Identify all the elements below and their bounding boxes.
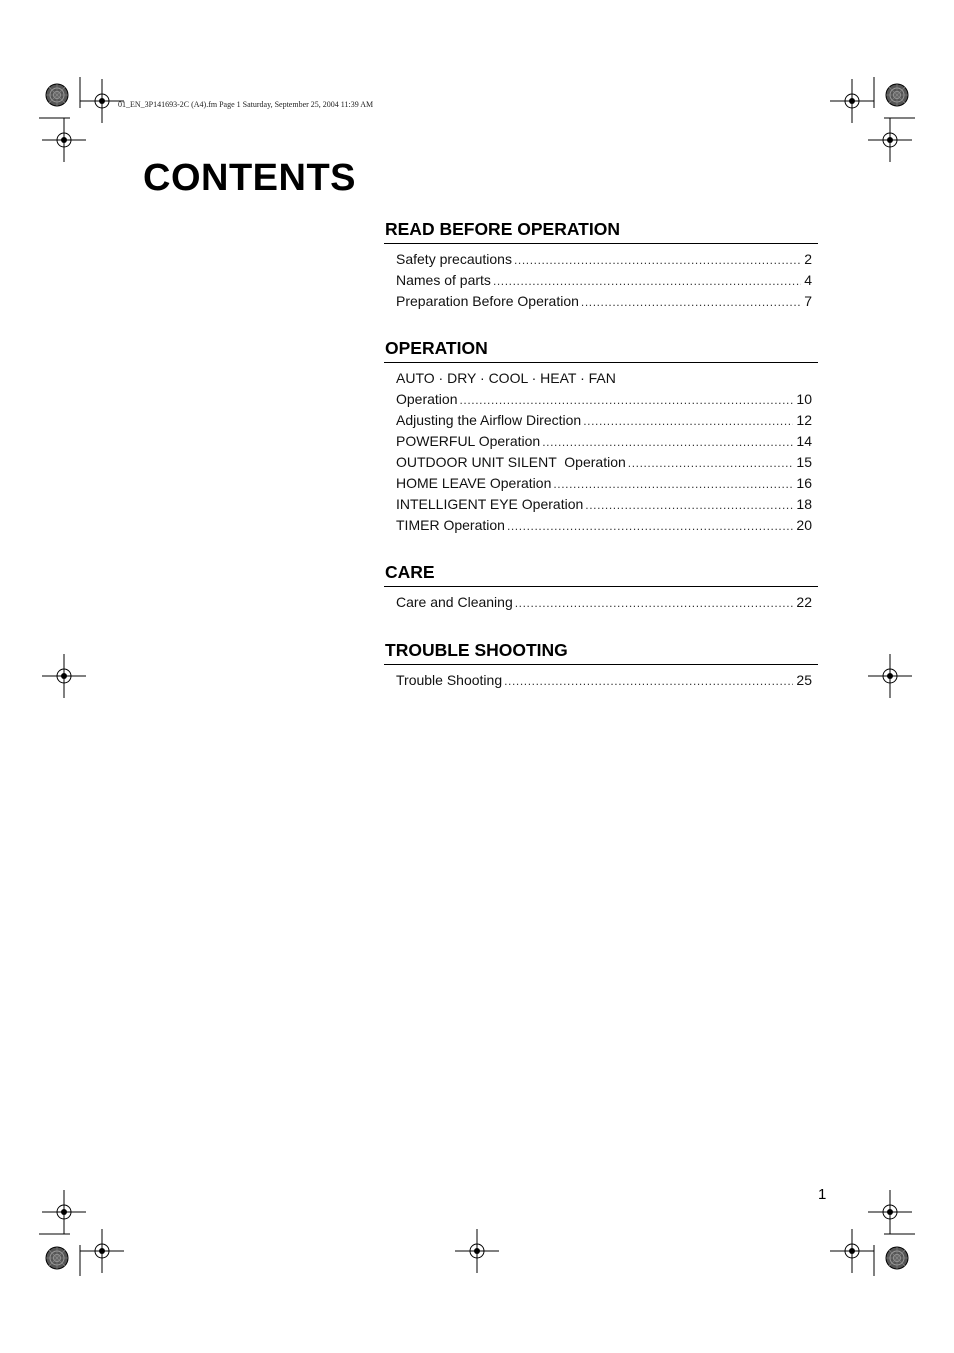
toc-list	[384, 244, 818, 312]
toc-entry-title: Safety precautions	[396, 251, 512, 267]
toc-entry-page: 10	[796, 391, 812, 407]
toc-entry-title: Operation	[396, 391, 458, 407]
toc-section-operation	[384, 337, 818, 536]
toc-entry-page: 25	[796, 672, 812, 688]
toc-entry[interactable]	[396, 452, 812, 473]
section-heading: TROUBLE SHOOTING	[384, 639, 818, 665]
toc-entry-lead-line: AUTO · DRY · COOL · HEAT · FAN	[396, 370, 616, 386]
toc-section-care	[384, 561, 818, 613]
leader-dots	[628, 453, 794, 474]
toc-entry[interactable]	[396, 291, 812, 312]
toc-entry[interactable]	[396, 473, 812, 494]
section-heading: CARE	[384, 561, 818, 587]
toc-entry-title: Preparation Before Operation	[396, 293, 579, 309]
leader-dots	[542, 432, 793, 453]
toc-entry[interactable]	[396, 592, 812, 613]
leader-dots	[581, 292, 801, 313]
toc-entry-page: 14	[796, 433, 812, 449]
toc-entry-page: 7	[804, 293, 812, 309]
toc-entry[interactable]	[396, 249, 812, 270]
leader-dots	[514, 250, 801, 271]
toc-entry-title: OUTDOOR UNIT SILENT Operation	[396, 454, 626, 470]
leader-dots	[504, 671, 793, 692]
toc-entry[interactable]	[396, 389, 812, 410]
toc-entry-title: Adjusting the Airflow Direction	[396, 412, 582, 428]
toc-entry-title: Care and Cleaning	[396, 594, 513, 610]
toc-entry-title: Trouble Shooting	[396, 672, 503, 688]
leader-dots	[493, 271, 801, 292]
toc-list	[384, 363, 818, 536]
toc-entry[interactable]	[396, 410, 812, 431]
toc-entry[interactable]	[396, 431, 812, 452]
leader-dots	[515, 593, 794, 614]
toc-entry-title: INTELLIGENT EYE Operation	[396, 496, 584, 512]
toc-entry-page: 2	[804, 251, 812, 267]
toc-entry-title: Names of parts	[396, 272, 491, 288]
toc-entry-title: POWERFUL Operation	[396, 433, 541, 449]
page-title: CONTENTS	[143, 157, 356, 199]
toc-entry-page: 15	[796, 454, 812, 470]
toc-section-trouble-shooting	[384, 639, 818, 691]
toc-entry-title: HOME LEAVE Operation	[396, 475, 552, 491]
toc-entry[interactable]	[396, 515, 812, 536]
toc-entry-title: TIMER Operation	[396, 517, 505, 533]
toc-entry-page: 18	[796, 496, 812, 512]
toc-entry-page: 4	[804, 272, 812, 288]
toc-entry[interactable]	[396, 270, 812, 291]
toc-entry-page: 16	[796, 475, 812, 491]
toc-entry-page: 20	[796, 517, 812, 533]
section-heading: OPERATION	[384, 337, 818, 363]
leader-dots	[507, 516, 793, 537]
page-number: 1	[818, 1186, 827, 1203]
leader-dots	[553, 474, 793, 495]
toc-list	[384, 587, 818, 613]
file-header-info: 01_EN_3P141693-2C (A4).fm Page 1 Saturday, September 25, 2004 11:39 AM	[118, 100, 374, 109]
section-heading: READ BEFORE OPERATION	[384, 218, 818, 244]
toc-entry[interactable]	[396, 494, 812, 515]
leader-dots	[459, 390, 793, 411]
toc-list	[384, 665, 818, 691]
toc-entry-page: 22	[796, 594, 812, 610]
toc-entry-page: 12	[796, 412, 812, 428]
leader-dots	[585, 495, 793, 516]
toc-section-read-before-operation	[384, 218, 818, 312]
leader-dots	[583, 411, 793, 432]
toc-entry[interactable]	[396, 670, 812, 691]
